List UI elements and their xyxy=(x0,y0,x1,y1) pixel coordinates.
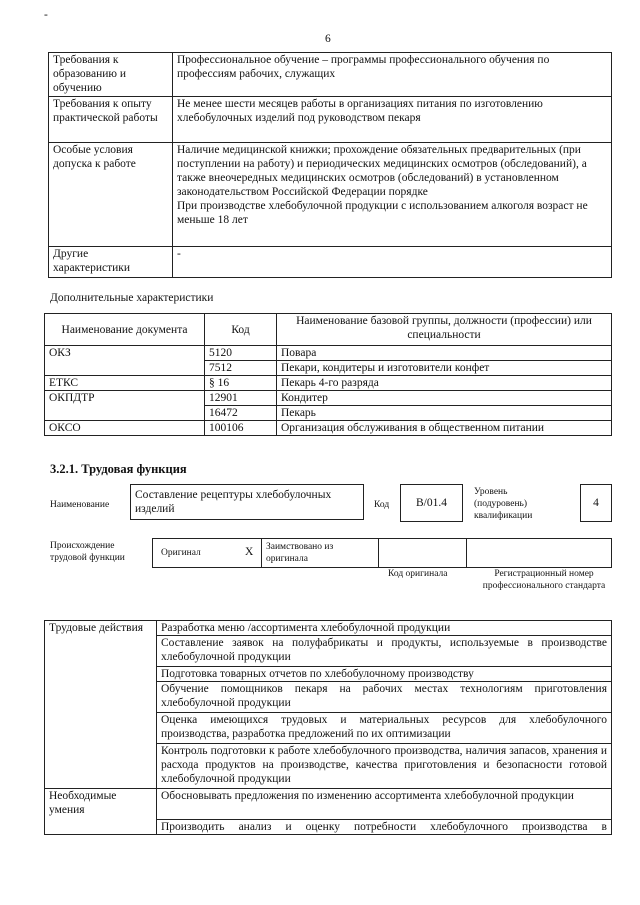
action-item: Обучение помощников пекаря на рабочих местах технологиям приготовления хлебобулочной продукции xyxy=(157,682,612,713)
name-cell: Пекарь xyxy=(277,406,612,421)
code-label: Код xyxy=(374,500,390,510)
code-value: B/01.4 xyxy=(416,497,447,509)
action-item: Подготовка товарных отчетов по хлебобулочному производству xyxy=(157,667,612,682)
table-row xyxy=(49,247,612,278)
row-label: Требования к опыту практической работы xyxy=(49,97,173,143)
code-cell: 100106 xyxy=(205,421,277,436)
table-row xyxy=(49,143,612,247)
page-number: 6 xyxy=(325,33,331,45)
header-name: Наименование базовой группы, должности (профессии) или специальности xyxy=(277,314,612,346)
level-label: Уровень (подуровень) квалификации xyxy=(474,487,533,521)
table-row xyxy=(49,97,612,143)
skill-item: Обосновывать предложения по изменению ассортимента хлебобулочной продукции xyxy=(157,789,612,820)
row-value: - xyxy=(173,247,612,278)
skill-item: Производить анализ и оценку потребности хлебобулочного производства в xyxy=(157,820,612,835)
additional-title: Дополнительные характеристики xyxy=(50,292,214,304)
row-value-extra: При производстве хлебобулочной продукции с использованием алкоголя возраст не меньше 18 лет xyxy=(177,200,588,226)
requirements-table xyxy=(48,52,612,278)
header-code: Код xyxy=(205,314,277,346)
code-cell: 7512 xyxy=(205,361,277,376)
code-cell: 12901 xyxy=(205,391,277,406)
actions-table xyxy=(44,620,612,835)
row-label: Особые условия допуска к работе xyxy=(49,143,173,247)
table-row xyxy=(45,376,612,391)
action-item: Контроль подготовки к работе хлебобулочного производства, наличия запасов, хранения и расхода продуктов на производстве, качества приготовления и безопасности готовой хлебобулочной продукции xyxy=(157,744,612,789)
divider xyxy=(466,539,467,567)
code-cell: 5120 xyxy=(205,346,277,361)
level-value-box xyxy=(580,484,612,522)
origin-row xyxy=(152,538,612,568)
table-row xyxy=(49,53,612,97)
name-cell: Пекарь 4-го разряда xyxy=(277,376,612,391)
row-label: Требования к образованию и обучению xyxy=(49,53,173,97)
corner-mark: - xyxy=(44,9,48,21)
skills-label: Необходимые умения xyxy=(45,789,157,835)
table-row xyxy=(45,391,612,406)
function-heading: 3.2.1. Трудовая функция xyxy=(50,462,187,476)
origin-code-caption: Код оригинала xyxy=(388,569,448,579)
name-cell: Пекари, кондитеры и изготовители конфет xyxy=(277,361,612,376)
code-cell: 16472 xyxy=(205,406,277,421)
action-item: Разработка меню /ассортимента хлебобулочной продукции xyxy=(157,621,612,636)
table-row xyxy=(45,621,612,636)
action-item: Составление заявок на полуфабрикаты и продукты, используемые в производстве хлебобулочной продукции xyxy=(157,636,612,667)
actions-label: Трудовые действия xyxy=(45,621,157,789)
table-row xyxy=(45,421,612,436)
divider xyxy=(378,539,379,567)
table-header-row xyxy=(45,314,612,346)
doc-cell: ОКПДТР xyxy=(45,391,205,421)
additional-table xyxy=(44,313,612,436)
header-doc: Наименование документа xyxy=(45,314,205,346)
reg-number-caption: Регистрационный номер профессионального стандарта xyxy=(482,569,606,591)
name-value-box xyxy=(130,484,364,520)
name-cell: Кондитер xyxy=(277,391,612,406)
name-label: Наименование xyxy=(50,500,110,510)
doc-cell: ОКСО xyxy=(45,421,205,436)
action-item: Оценка имеющихся трудовых и материальных ресурсов для хлебобулочного производства, разработка предложений по их оптимизации xyxy=(157,713,612,744)
row-value-cell xyxy=(173,143,612,247)
name-cell: Повара xyxy=(277,346,612,361)
table-row xyxy=(45,789,612,820)
doc-cell: ОКЗ xyxy=(45,346,205,376)
borrowed-label: Заимствовано из оригинала xyxy=(266,542,334,564)
name-cell: Организация обслуживания в общественном питании xyxy=(277,421,612,436)
row-label: Другие характеристики xyxy=(49,247,173,278)
divider xyxy=(261,539,262,567)
original-label: Оригинал xyxy=(161,548,201,558)
origin-label: Происхождение трудовой функции xyxy=(50,541,125,563)
level-value: 4 xyxy=(593,497,599,509)
table-row xyxy=(45,346,612,361)
row-value: Профессиональное обучение – программы профессионального обучения по профессиям рабочих, служащих xyxy=(173,53,612,97)
name-value: Составление рецептуры хлебобулочных изделий xyxy=(135,489,332,515)
code-value-box xyxy=(400,484,463,522)
code-cell: § 16 xyxy=(205,376,277,391)
row-value: Не менее шести месяцев работы в организациях питания по изготовлению хлебобулочных изделий под руководством пекаря xyxy=(173,97,612,143)
original-mark: X xyxy=(245,546,254,558)
doc-cell: ЕТКС xyxy=(45,376,205,391)
row-value: Наличие медицинской книжки; прохождение обязательных предварительных (при поступлении на работу) и периодических медицинских осмотров (обследований), а также внеочередных медицинских осмотров (обследований) в установленном законодательством Российской Федерации порядке xyxy=(177,144,587,198)
